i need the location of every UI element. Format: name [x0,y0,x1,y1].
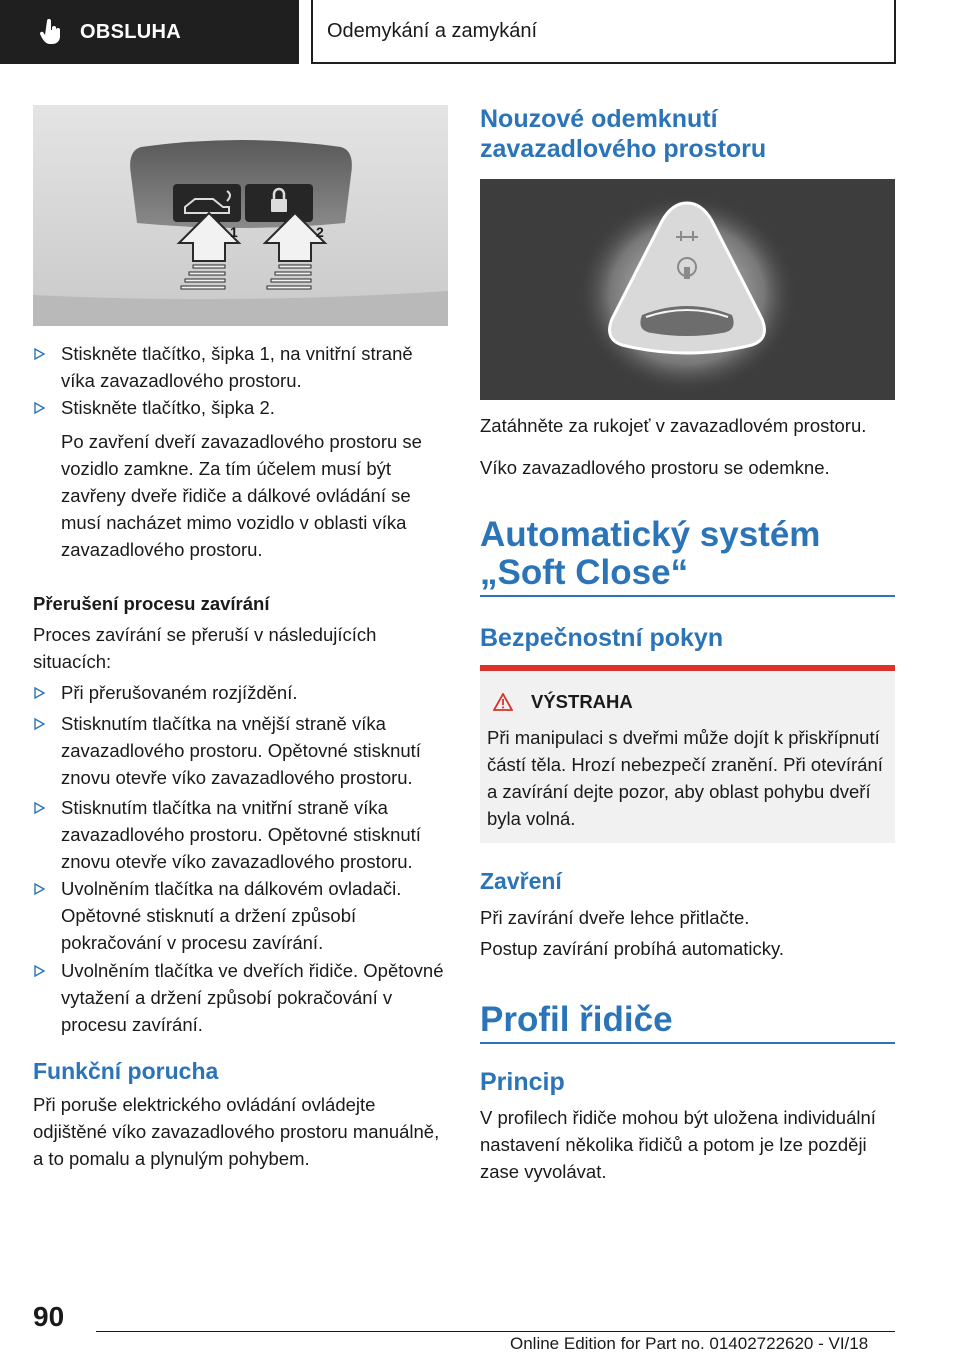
interrupt-heading: Přerušení procesu zavírání [33,593,270,614]
softclose-heading: Automatický systém „Soft Close“ [480,515,821,592]
bullet-triangle-icon [33,794,61,875]
arrow-label-1: 1 [230,224,238,240]
list-item [33,794,453,875]
principle-heading: Princip [480,1068,565,1096]
closing-p2: Postup zavírání probíhá automaticky. [480,938,785,959]
warning-box [480,665,895,843]
list-item-text: Stisknutím tlačítka na vnější straně víka zavazadlového prostoru. Opětovné stisknutí znovu otevře víko zavazadlového prostoru. [61,713,421,788]
hand-pointer-icon [36,17,66,47]
closing-heading: Zavření [480,868,562,894]
footer-rule [96,1331,895,1332]
interrupt-intro: Proces zavírání se přeruší v následujících situacích: [33,624,377,672]
arrow-label-2: 2 [316,224,324,240]
list-item [33,394,448,421]
fault-text: Při poruše elektrického ovládání ovládejte odjištěné víko zavazadlového prostoru manuálně, a to pomalu a plynulým pohybem. [33,1094,440,1169]
list-item [33,340,448,394]
principle-text: V profilech řidiče mohou být uložena individuální nastavení několika řidičů a potom je lze později zase vyvolávat. [480,1107,876,1182]
bullet-triangle-icon [33,394,61,421]
page-number: 90 [33,1301,65,1332]
safety-heading: Bezpečnostní pokyn [480,624,724,652]
trunk-buttons-photo [33,105,448,326]
closing-p1: Při zavírání dveře lehce přitlačte. [480,907,750,928]
list-item-text: Stiskněte tlačítko, šipka 1, na vnitřní straně víka zavazadlového prostoru. [61,343,413,391]
emergency-p2: Víko zavazadlového prostoru se odemkne. [480,457,830,478]
list-item [33,679,448,706]
bullet-note: Po zavření dveří zavazadlového prostoru se vozidlo zamkne. Za tím účelem musí být zavřeny dveře řidiče a dálkové ovládání se musí nacházet mimo vozidlo v oblasti víka zavazadlového prostoru. [61,431,422,560]
list-item [33,875,453,956]
emergency-p1: Zatáhněte za rukojeť v zavazadlovém prostoru. [480,415,867,436]
edition-text: Online Edition for Part no. 01402722620 - VI/18 [510,1334,869,1353]
section-rule [480,1042,895,1044]
bullet-triangle-icon [33,340,61,394]
chapter-title: Odemykání a zamykání [311,0,896,64]
bullet-triangle-icon [33,875,61,956]
list-item [33,710,453,791]
emergency-release-handle-photo [480,179,895,400]
list-item-text: Uvolněním tlačítka na dálkovém ovladači. Opětovné stisknutí a držení způsobí pokračování v procesu zavírání. [61,878,402,953]
list-item-text: Stisknutím tlačítka na vnitřní straně víka zavazadlového prostoru. Opětovné stisknutí znovu otevře víko zavazadlového prostoru. [61,797,421,872]
list-item-text: Při přerušovaném rozjíždění. [61,682,298,703]
list-item-text: Uvolněním tlačítka ve dveřích řidiče. Opětovné vytažení a držení způsobí pokračování v procesu zavírání. [61,960,444,1035]
section-rule [480,595,895,597]
bullet-triangle-icon [33,710,61,791]
profile-heading: Profil řidiče [480,1000,673,1039]
warning-title: VÝSTRAHA [531,691,633,712]
fault-heading: Funkční porucha [33,1058,219,1084]
warning-text: Při manipulaci s dveřmi může dojít k přiskřípnutí částí těla. Hrozí nebezpečí zranění. Při otevírání a zavírání dejte pozor, aby oblast pohybu dveří byla volná. [487,727,883,829]
warning-triangle-icon [493,693,513,711]
section-tab [0,0,299,64]
bullet-triangle-icon [33,679,61,706]
section-label: OBSLUHA [80,20,181,43]
emergency-heading: Nouzové odemknutí zavazadlového prostoru [480,105,767,163]
list-item-text: Stiskněte tlačítko, šipka 2. [61,397,275,418]
bullet-triangle-icon [33,957,61,1038]
list-item [33,957,453,1038]
